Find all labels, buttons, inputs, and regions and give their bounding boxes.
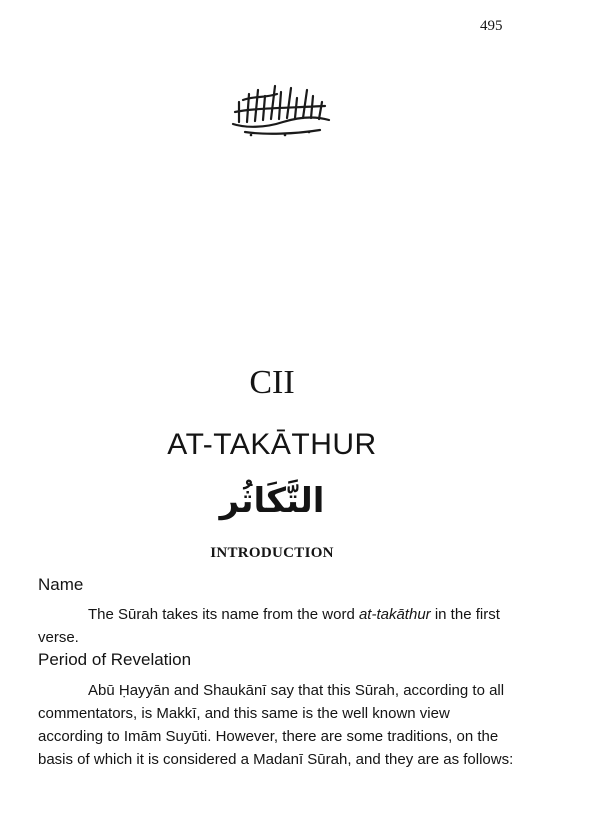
surah-number: CII [249, 364, 295, 401]
period-paragraph-line: commentators, is Makkī, and this same is the well known view [38, 705, 450, 722]
surah-arabic-title: التَّكَاثُر [219, 481, 325, 521]
name-paragraph-line [38, 603, 534, 626]
period-heading: Period of Revelation [38, 650, 192, 669]
page-number: 495 [480, 18, 503, 34]
basmala-calligraphy-glyph [225, 72, 335, 142]
surah-title: AT-TAKĀTHUR [167, 428, 377, 461]
period-paragraph-line: basis of which it is considered a Madanī Sūrah, and they are as follows: [38, 751, 514, 768]
name-text-start: The Sūrah takes its name from the word [88, 606, 359, 623]
name-text-end: in the first [430, 606, 500, 623]
period-paragraph-line: according to Imām Suyūti. However, there are some traditions, on the [38, 728, 499, 745]
name-paragraph-line: verse. [38, 629, 79, 646]
basmala-calligraphy [225, 72, 335, 142]
period-paragraph-line: Abū Ḥayyān and Shaukānī say that this Sūrah, according to all [88, 682, 505, 699]
introduction-heading: INTRODUCTION [210, 545, 334, 561]
period-paragraph [38, 679, 534, 771]
name-text-italic: at-takāthur [358, 606, 431, 623]
name-heading: Name [38, 575, 84, 594]
name-paragraph [38, 603, 534, 649]
